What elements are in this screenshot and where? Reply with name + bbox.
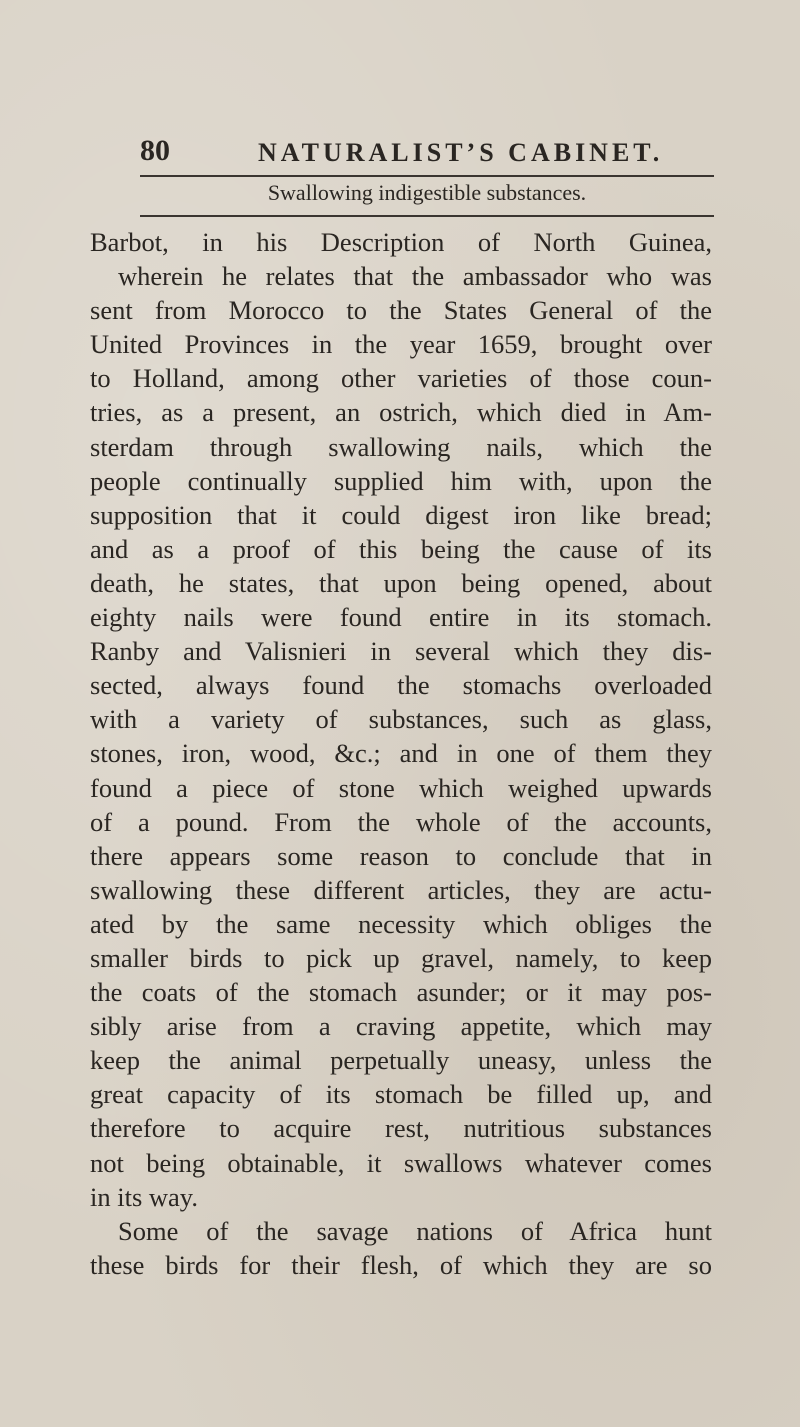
text-line: the coats of the stomach asunder; or it may pos-: [90, 977, 712, 1008]
section-heading: Swallowing indigestible substances.: [267, 180, 587, 205]
text-line: great capacity of its stomach be filled up, and: [90, 1079, 712, 1110]
text-line: therefore to acquire rest, nutritious substances: [90, 1113, 712, 1144]
text-line: Ranby and Valisnieri in several which they dis-: [90, 636, 712, 667]
text-line: found a piece of stone which weighed upwards: [90, 772, 712, 803]
text-line: sent from Morocco to the States General of the: [90, 295, 712, 326]
text-line: eighty nails were found entire in its stomach.: [90, 602, 712, 633]
text-line: tries, as a present, an ostrich, which died in Am-: [90, 397, 712, 428]
text-line: keep the animal perpetually uneasy, unless the: [90, 1045, 712, 1076]
page-number: 80: [140, 134, 170, 167]
running-title: NATURALIST’S CABINET.: [258, 138, 664, 167]
text-line: swallowing these different articles, they are actu-: [90, 874, 712, 905]
text-line: United Provinces in the year 1659, brought over: [90, 329, 712, 360]
text-line: Barbot, in his Description of North Guinea,: [90, 227, 712, 257]
text-line: to Holland, among other varieties of those coun-: [90, 363, 712, 394]
text-line: not being obtainable, it swallows whatever comes: [90, 1147, 712, 1178]
text-line: in its way.: [90, 1181, 198, 1212]
running-head: [140, 134, 720, 174]
text-line: these birds for their flesh, of which they are so: [90, 1249, 712, 1280]
text-line: people continually supplied him with, upon the: [90, 465, 712, 496]
text-line: ated by the same necessity which obliges the: [90, 908, 712, 939]
bottom-rule: [140, 215, 714, 217]
top-rule: [140, 175, 714, 177]
text-line: smaller birds to pick up gravel, namely, to keep: [90, 942, 712, 973]
text-line: supposition that it could digest iron like bread;: [90, 499, 712, 530]
text-line: sected, always found the stomachs overloaded: [90, 670, 712, 701]
text-line: there appears some reason to conclude that in: [90, 840, 712, 871]
text-line: Some of the savage nations of Africa hunt: [118, 1215, 712, 1246]
text-line: wherein he relates that the ambassador who was: [118, 261, 712, 292]
body-text: [90, 225, 712, 1282]
text-line: sibly arise from a craving appetite, which may: [90, 1011, 712, 1042]
text-line: of a pound. From the whole of the accounts,: [90, 806, 712, 837]
text-line: death, he states, that upon being opened, about: [90, 567, 712, 598]
text-line: stones, iron, wood, &c.; and in one of them they: [90, 738, 712, 769]
text-line: with a variety of substances, such as glass,: [90, 704, 712, 735]
text-line: sterdam through swallowing nails, which the: [90, 431, 712, 462]
text-line: and as a proof of this being the cause of its: [90, 533, 712, 564]
